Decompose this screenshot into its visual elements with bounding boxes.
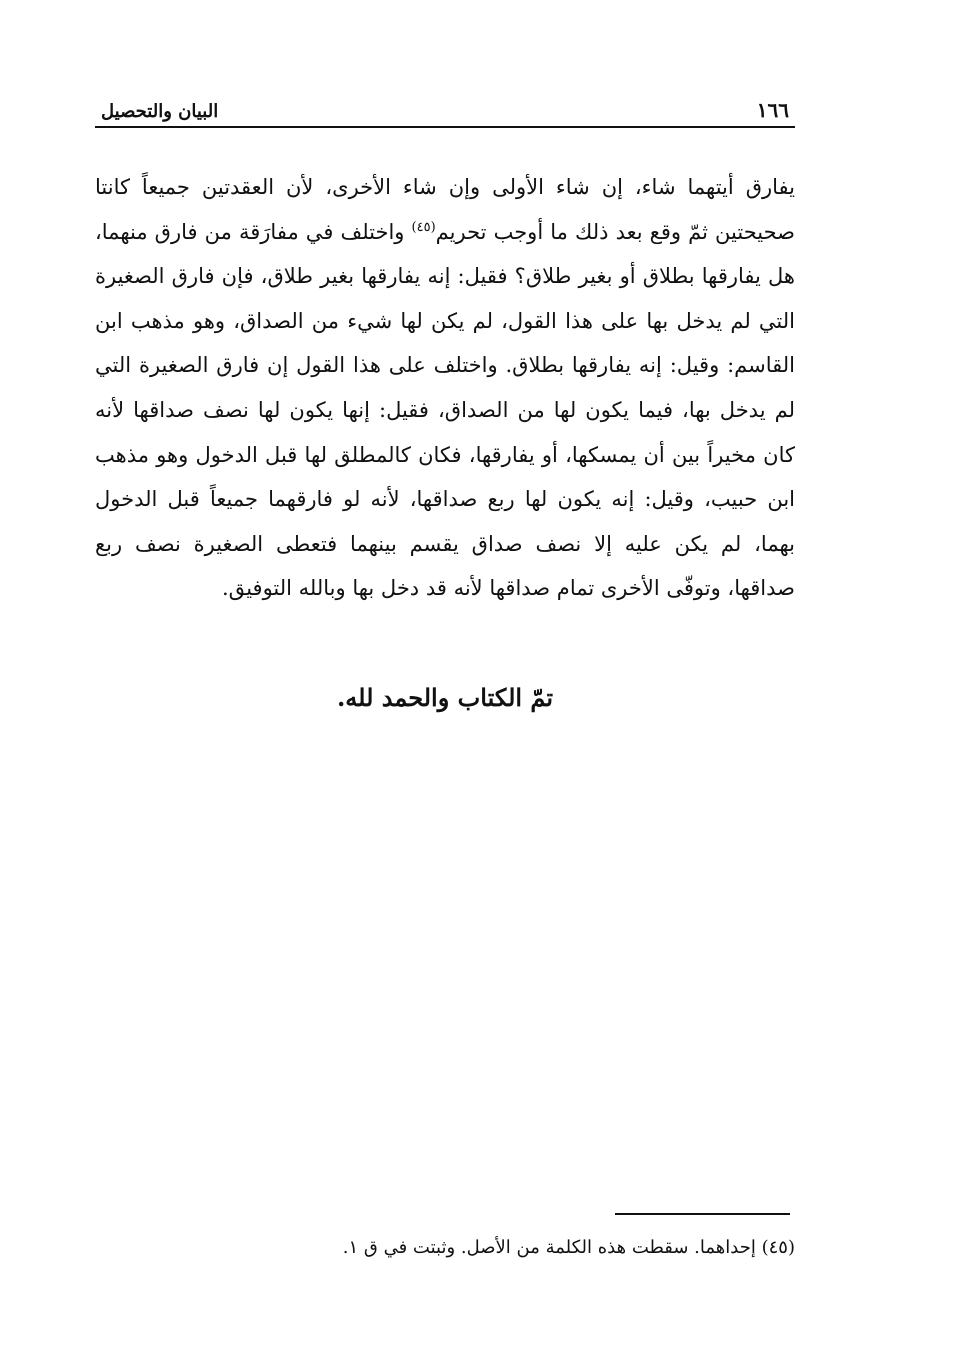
running-header bbox=[95, 96, 795, 128]
paragraph-text-part-1: يفارق أيتهما شاء، إن شاء الأولى وإن شاء الأخرى، لأن العقدتين جميعاً كانتا صحيحتين ثمّ وقع بعد ذلك ما أوجب تحريم bbox=[95, 175, 795, 244]
main-paragraph bbox=[95, 165, 795, 611]
footnote-divider bbox=[615, 1213, 790, 1215]
page-number: ١٦٦ bbox=[756, 98, 789, 122]
running-title: البيان والتحصيل bbox=[101, 101, 219, 122]
footnote-reference: (٤٥) bbox=[411, 219, 436, 235]
footnote-text: (٤٥) إحداهما. سقطت هذه الكلمة من الأصل. وثبتت في ق ١. bbox=[342, 1237, 795, 1258]
book-end-note: تمّ الكتاب والحمد لله. bbox=[336, 683, 554, 712]
paragraph-text-part-2: واختلف في مفارَقة من فارق منهما، هل يفارقها بطلاق أو بغير طلاق؟ فقيل: إنه يفارقها بغير طلاق، فإن فارق الصغيرة التي لم يدخل بها على هذا القول، لم يكن لها شيء من الصداق، وهو مذهب ابن القاسم: وقيل: إنه يفارقها بطلاق. واختلف على هذا القول إن فارق الصغيرة التي لم يدخل بها، فيما يكون لها من الصداق، فقيل: إنها يكون لها نصف صداقها لأنه كان مخيراً بين أن يمسكها، أو يفارقها، فكان كالمطلق لها قبل الدخول وهو مذهب ابن حبيب، وقيل: إنه يكون لها ربع صداقها، لأنه لو فارقهما جميعاً قبل الدخول بهما، لم يكن عليه إلا نصف صداق يقسم بينهما فتعطى الصغيرة نصف ربع صداقها، وتوفّى الأخرى تمام صداقها لأنه قد دخل بها وبالله التوفيق. bbox=[95, 219, 795, 601]
